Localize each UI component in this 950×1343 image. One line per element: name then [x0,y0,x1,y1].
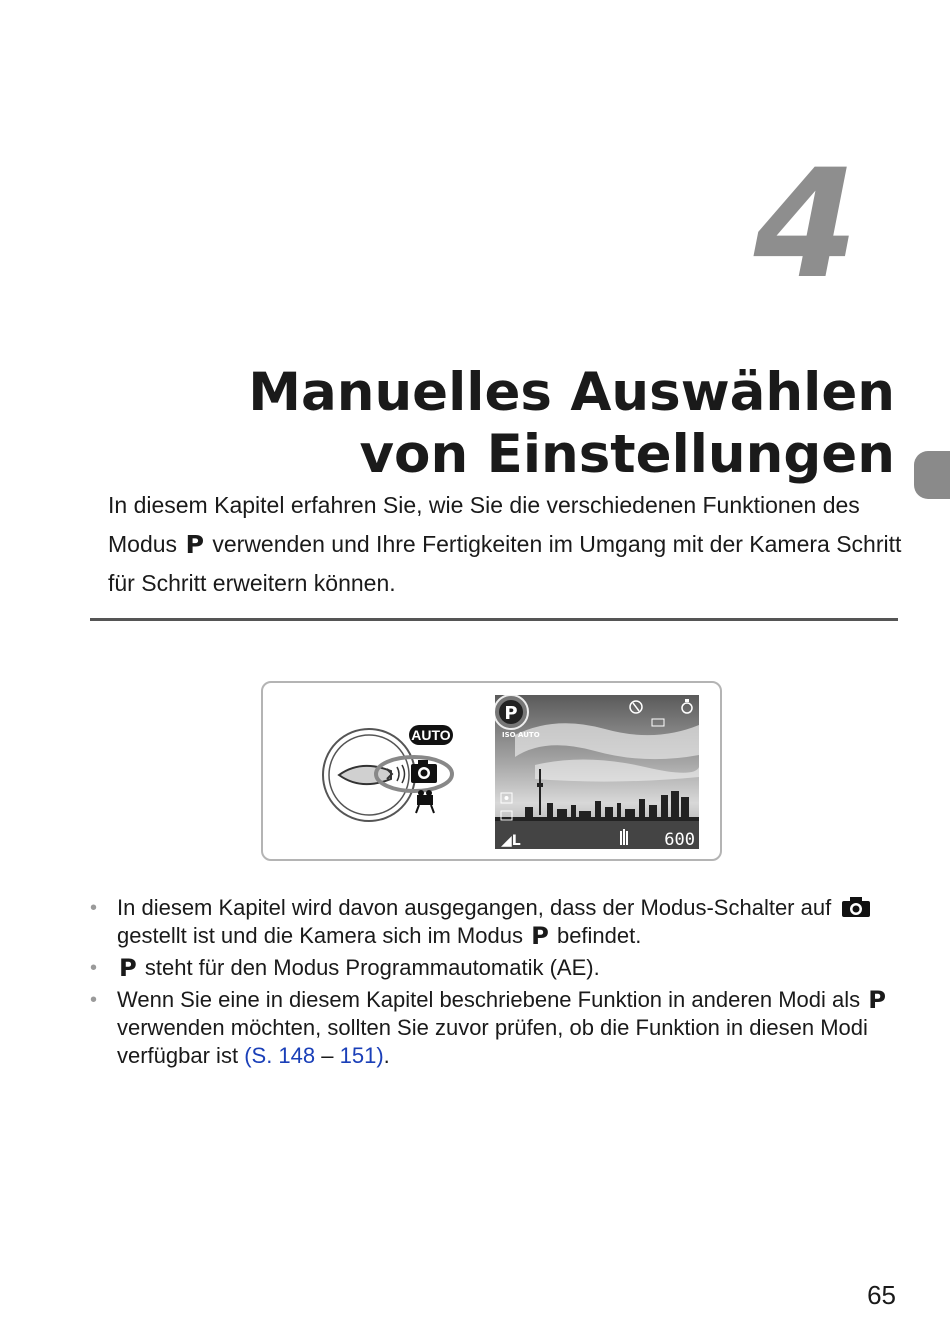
program-mode-icon: P [531,922,549,950]
lcd-display [495,695,699,849]
lcd-screen [495,695,699,849]
note-item [90,986,910,1070]
note3-end: . [383,1043,390,1068]
chapter-title [95,362,895,486]
chapter-title-line2: von Einstellungen [359,424,895,485]
page-reference-link-151[interactable]: 151) [339,1043,384,1068]
page-number: 65 [867,1280,896,1310]
program-mode-icon: P [185,530,204,559]
note1-text-part2: gestellt ist und die Kamera sich im Modus [117,923,523,948]
note3-text-part1: Wenn Sie eine in diesem Kapitel beschriebene Funktion in anderen Modi als [117,987,861,1012]
note1-text-part1: In diesem Kapitel wird davon ausgegangen, dass der Modus-Schalter auf [117,895,832,920]
mode-switch-illustration [321,723,461,831]
svg-text:P: P [504,703,518,724]
camera-mode-icon [411,760,437,783]
lcd-stabilizer-icon [621,829,627,845]
program-mode-icon: P [868,986,887,1014]
lcd-iso-indicator: ISO AUTO [502,731,540,739]
program-mode-icon: P [119,954,137,982]
page-range-dash: – [321,1043,334,1068]
camera-icon [841,896,871,918]
intro-text-part2: verwenden und Ihre Fertigkeiten im Umgang mit der Kamera Schritt für Schritt erweitern können. [108,531,902,596]
note-item [90,954,910,982]
mode-figure [261,681,722,861]
lcd-shots-remaining: 600 [664,830,695,849]
chapter-side-tab [914,451,950,499]
chapter-title-line1: Manuelles Auswählen [248,362,895,423]
intro-text-part1: In diesem Kapitel erfahren Sie, wie Sie die verschiedenen Funktionen des Modus [108,492,860,557]
chapter-number: 4 [753,138,858,312]
chapter-intro [108,486,908,603]
lcd-mode-badge [495,695,528,729]
section-divider [90,618,898,621]
movie-mode-icon [416,790,434,813]
note1-text-part3: befindet. [556,923,642,948]
notes-list [90,894,910,1074]
page-reference-link-148[interactable]: (S. 148 [244,1043,316,1068]
note2-text: steht für den Modus Programmautomatik (AE). [144,955,600,980]
auto-mode-label: AUTO [411,727,451,743]
note-item [90,894,910,950]
note3-text-part2: verwenden möchten, sollten Sie zuvor prüfen, ob die Funktion in diesen Modi verfügbar ist [117,1015,868,1068]
lcd-quality-indicator: ◢L [501,833,521,849]
